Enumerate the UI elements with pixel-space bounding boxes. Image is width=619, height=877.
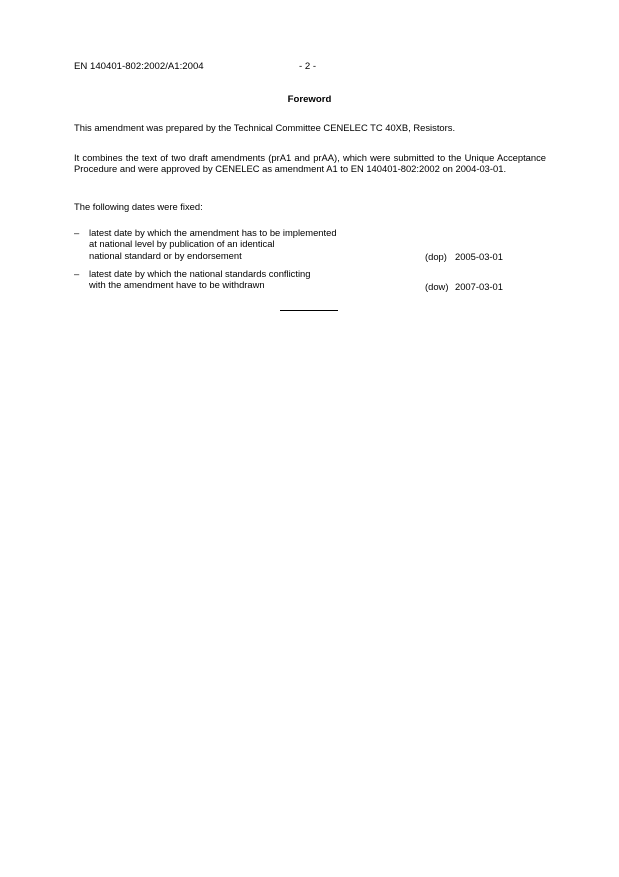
document-reference: EN 140401-802:2002/A1:2004 <box>74 61 204 72</box>
paragraph-prepared-by: This amendment was prepared by the Technical Committee CENELEC TC 40XB, Resistors. <box>74 122 456 133</box>
paragraph-dates-intro: The following dates were fixed: <box>74 201 203 212</box>
date-value: 2005-03-01 <box>455 251 503 262</box>
paragraph-combines: It combines the text of two draft amendments (prA1 and prAA), which were submitted to the Unique Acceptance Procedure and were approved by CENELEC as amendment A1 to EN 140401-802:2002 on 2004-03-01. <box>74 152 546 175</box>
list-item-line: national standard or by endorsement <box>89 249 242 261</box>
list-item-line: at national level by publication of an identical <box>89 238 275 250</box>
list-item-text <box>89 268 409 291</box>
section-title: Foreword <box>287 94 332 105</box>
date-code: (dop) <box>425 251 447 262</box>
list-item-line: latest date by which the amendment has to be implemented <box>89 227 337 238</box>
page-number: - 2 - <box>299 61 317 72</box>
end-rule-divider <box>280 310 338 311</box>
list-item-text <box>89 227 409 261</box>
list-item-line: latest date by which the national standards conflicting <box>89 268 311 279</box>
date-value: 2007-03-01 <box>455 281 503 292</box>
list-item-line: with the amendment have to be withdrawn <box>89 279 265 291</box>
list-bullet: – <box>74 268 80 279</box>
date-code: (dow) <box>425 281 449 292</box>
list-bullet: – <box>74 227 80 238</box>
